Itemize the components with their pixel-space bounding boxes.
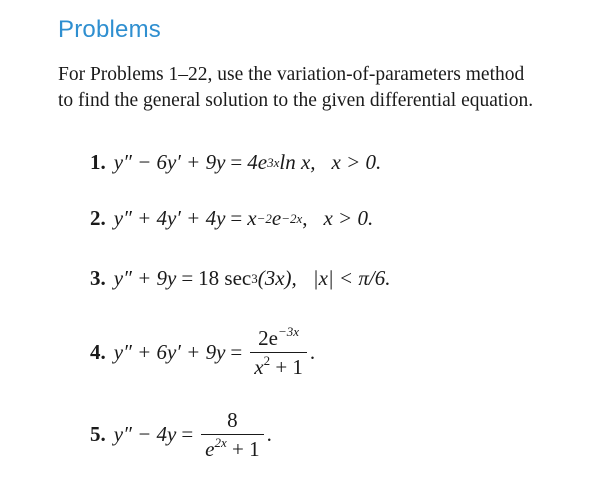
rhs-base-2: e [271, 206, 282, 230]
rhs-tail: , [302, 206, 308, 230]
rhs-tail: (3x), [257, 266, 297, 290]
equation-lhs: y″ − 4y [113, 422, 177, 446]
problem-5: 5. y″ − 4y = $\frac{8}{e^{2x} + 1}$ . [90, 408, 272, 461]
problem-number: 3. [90, 266, 106, 290]
equation-end: . [266, 422, 272, 446]
problem-1: 1. y″ − 6y′ + 9y = 4e 3x ln x, x > 0. [90, 150, 382, 174]
problem-4: 4. y″ + 6y′ + 9y = $\frac{2e^{-3x}}{x^2 + 1}$ . [90, 324, 316, 379]
equation-end: . [309, 340, 316, 364]
rhs-exponent: −2 [256, 210, 272, 226]
problem-3: 3. y″ + 9y = 18 sec 3 (3x), |x| < π/6. [90, 266, 391, 290]
instructions-line-1: For Problems 1–22, use the variation-of-parameters method [58, 64, 525, 85]
condition: |x| < π/6. [312, 266, 391, 290]
equation-lhs: y″ + 9y [113, 266, 177, 290]
equation-lhs: y″ + 6y′ + 9y [113, 340, 226, 364]
fraction-numerator: 8 [227, 408, 238, 432]
section-heading: Problems [58, 16, 161, 43]
instructions-line-2: to find the general solution to the given differential equation. [58, 90, 534, 111]
condition: x > 0. [323, 206, 374, 230]
rhs-base: 4e [247, 150, 268, 174]
problem-number: 4. [90, 340, 106, 364]
fraction [201, 408, 263, 461]
fraction [250, 326, 307, 379]
problem-number: 5. [90, 422, 106, 446]
equation-lhs: y″ + 4y′ + 4y [113, 206, 226, 230]
rhs-exponent: 3x [267, 154, 280, 170]
rhs-base: x [247, 206, 257, 230]
problem-2: 2. y″ + 4y′ + 4y = x −2 e −2x , x > 0. [90, 206, 374, 230]
fraction-numerator: $2e^{-3x}$ [258, 324, 300, 350]
fraction-denominator: $x^2 + 1$ [250, 352, 307, 379]
equation-lhs: y″ − 6y′ + 9y [113, 150, 226, 174]
instructions [58, 62, 588, 114]
problem-number: 2. [90, 206, 106, 230]
fraction-denominator: $e^{2x} + 1$ [201, 434, 263, 461]
rhs-tail: ln x, [279, 150, 316, 174]
condition: x > 0. [331, 150, 382, 174]
problem-number: 1. [90, 150, 106, 174]
rhs-exponent-2: −2x [281, 210, 303, 226]
rhs-prefix: 18 sec [198, 266, 252, 290]
